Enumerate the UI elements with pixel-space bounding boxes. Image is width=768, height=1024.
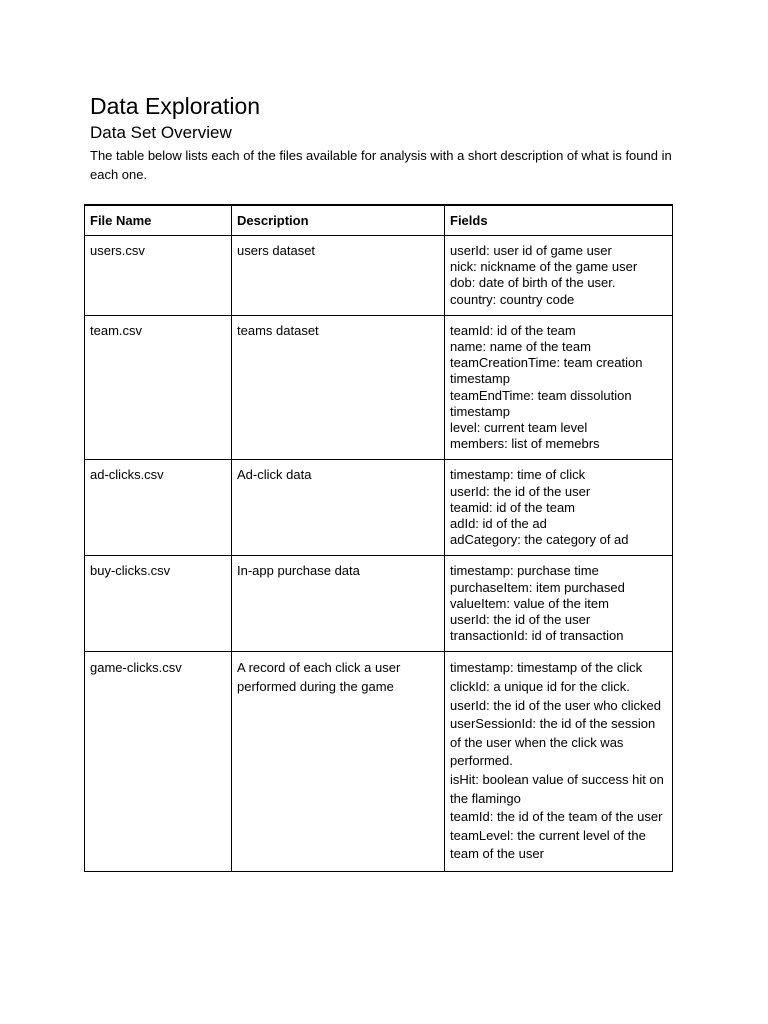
cell-fields [445,652,673,872]
dataset-table [84,204,673,872]
cell-fields [445,315,673,460]
header-fields: Fields [445,205,673,236]
field-line: userId: the id of the user [450,612,591,628]
field-line: userId: the id of the user who clicked [450,697,662,713]
field-line: purchaseItem: item purchased [450,579,625,595]
cell-description: In-app purchase data [232,556,445,652]
field-line: clickId: a unique id for the click. [450,679,630,695]
field-line: members: list of memebrs [450,436,600,452]
document-title: Data Exploration [90,93,261,119]
field-line: dob: date of birth of the user. [450,275,616,291]
field-line: valueItem: value of the item [450,595,609,611]
cell-description: teams dataset [232,315,445,460]
header-file-name: File Name [85,205,232,236]
table-row [85,652,673,872]
cell-file-name: team.csv [85,315,232,460]
field-line: transactionId: id of transaction [450,628,624,644]
field-line: teamEndTime: team dissolution [450,387,632,403]
table-header-row [85,205,673,236]
header-description: Description [232,205,445,236]
cell-file-name: ad-clicks.csv [85,460,232,556]
intro-paragraph: The table below lists each of the files available for analysis with a short description of what is found in each one. [90,148,672,182]
field-line: timestamp [450,403,510,419]
field-line: teamId: id of the team [450,322,576,338]
cell-description: Ad-click data [232,460,445,556]
cell-fields [445,460,673,556]
field-line: userSessionId: the id of the session of the user when the click was performed. [450,716,656,769]
field-line: teamId: the id of the team of the user [450,809,663,825]
field-line: isHit: boolean value of success hit on the flamingo [450,772,664,806]
table-row [85,556,673,652]
cell-description: users dataset [232,236,445,316]
field-line: teamLevel: the current level of the team of the user [450,827,646,862]
table-row [85,460,673,556]
field-line: timestamp: timestamp of the click [450,660,643,676]
field-line: nick: nickname of the game user [450,259,638,275]
cell-description: A record of each click a user performed during the game [232,652,445,872]
field-line: timestamp: time of click [450,467,586,483]
cell-fields [445,236,673,316]
cell-file-name: game-clicks.csv [85,652,232,872]
field-line: adId: id of the ad [450,516,547,532]
cell-file-name: users.csv [85,236,232,316]
field-line: timestamp: purchase time [450,563,599,579]
field-line: timestamp [450,371,510,387]
table-body [85,236,673,872]
field-line: adCategory: the category of ad [450,532,629,548]
table-row [85,315,673,460]
field-line: country: country code [450,291,575,307]
field-line: level: current team level [450,420,588,436]
cell-file-name: buy-clicks.csv [85,556,232,652]
cell-fields [445,556,673,652]
section-title: Data Set Overview [90,123,232,142]
field-line: userId: the id of the user [450,483,591,499]
field-line: name: name of the team [450,339,591,355]
field-line: userId: user id of game user [450,243,612,258]
field-line: teamCreationTime: team creation [450,355,643,371]
field-line: teamid: id of the team [450,499,576,515]
table-row [85,236,673,316]
